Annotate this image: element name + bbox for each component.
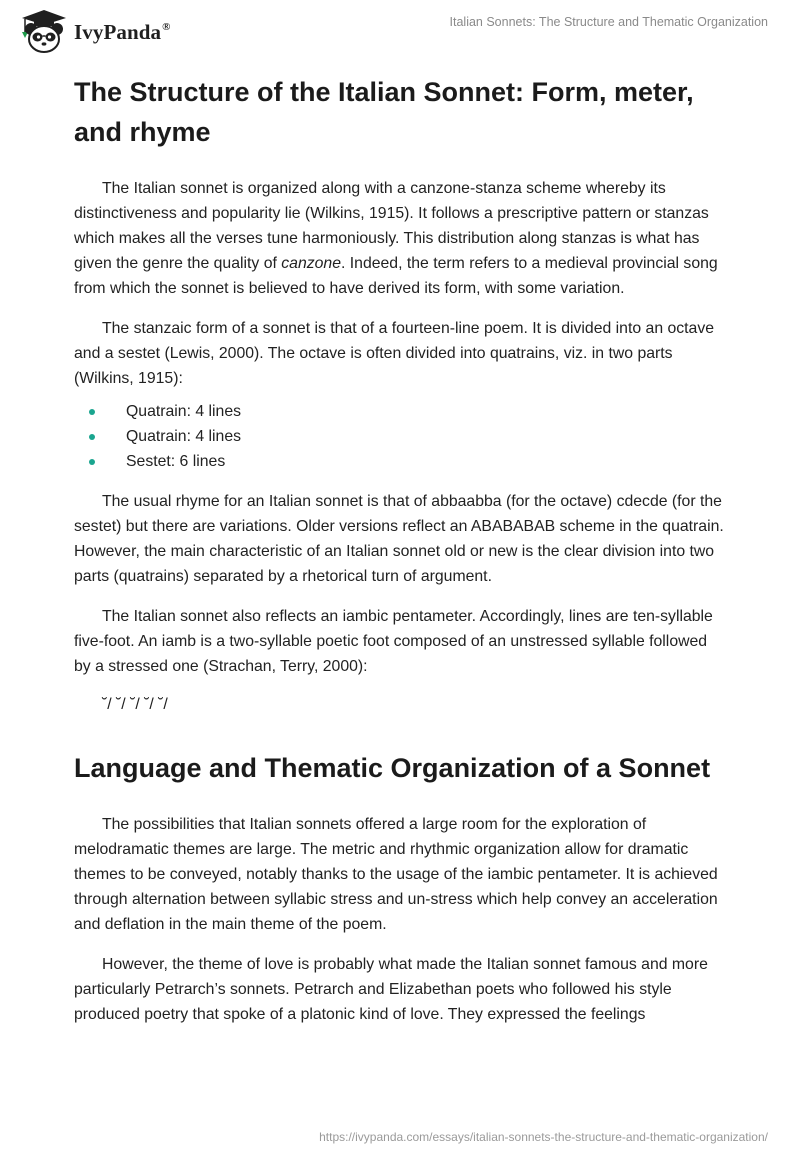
list-item: Quatrain: 4 lines (74, 424, 724, 449)
paragraph: The Italian sonnet is organized along with a canzone-stanza scheme whereby its distinctiveness and popularity lie (Wilkins, 1915). It follows a prescriptive pattern or stanzas which makes all the verses tune harmoniously. This distribution along stanzas is what has given the genre the quality of canzone. Indeed, the term refers to a medieval provincial song from which the sonnet is believed to have derived its form, with some variation. (74, 180, 718, 297)
bullet-icon (89, 409, 95, 415)
site-logo[interactable] (14, 8, 171, 54)
paragraph: The usual rhyme for an Italian sonnet is that of abbaabba (for the octave) cdecde (for the sestet) but there are variations. Older versions reflect an ABABABAB scheme in the quatrain. However, the main characteristic of an Italian sonnet old or new is the clear division into two parts (quatrains) separated by a rhetorical turn of argument. (74, 493, 724, 585)
bullet-icon (89, 459, 95, 465)
meter-notation: ˘/ ˘/ ˘/ ˘/ ˘/ (102, 696, 168, 713)
brand-name: IvyPanda® (74, 19, 171, 44)
paragraph: The stanzaic form of a sonnet is that of a fourteen-line poem. It is divided into an octave and a sestet (Lewis, 2000). The octave is often divided into quatrains, viz. in two parts (Wilkins, 1915): (74, 320, 715, 387)
list-item: Sestet: 6 lines (74, 449, 724, 474)
page-header (0, 0, 800, 62)
article-body (74, 70, 724, 1027)
paragraph: The Italian sonnet also reflects an iambic pentameter. Accordingly, lines are ten-syllable five-foot. An iamb is a two-syllable poetic foot composed of an unstressed syllable followed by a stressed one (Strachan, Terry, 2000): (74, 608, 713, 675)
emphasis-term: canzone (281, 255, 341, 272)
section-heading-language: Language and Thematic Organization of a Sonnet (74, 753, 711, 783)
paragraph: However, the theme of love is probably what made the Italian sonnet famous and more particularly Petrarch’s sonnets. Petrarch and Elizabethan poets who followed his style produced poetry that spoke of a platonic kind of love. They expressed the feelings (74, 956, 708, 1023)
bullet-icon (89, 434, 95, 440)
source-url[interactable]: https://ivypanda.com/essays/italian-sonnets-the-structure-and-thematic-organization/ (319, 1130, 768, 1144)
running-title: Italian Sonnets: The Structure and Thematic Organization (449, 15, 768, 29)
panda-graduate-icon (14, 8, 72, 54)
stanza-list (74, 399, 724, 474)
list-item: Quatrain: 4 lines (74, 399, 724, 424)
section-heading-structure: The Structure of the Italian Sonnet: Form, meter, and rhyme (74, 77, 694, 147)
paragraph: The possibilities that Italian sonnets offered a large room for the exploration of melodramatic themes are large. The metric and rhythmic organization allow for dramatic themes to be conveyed, notably thanks to the usage of the iambic pentameter. It is achieved through alternation between syllabic stress and un-stress which help convey an acceleration and deflation in the main theme of the poem. (74, 816, 718, 933)
